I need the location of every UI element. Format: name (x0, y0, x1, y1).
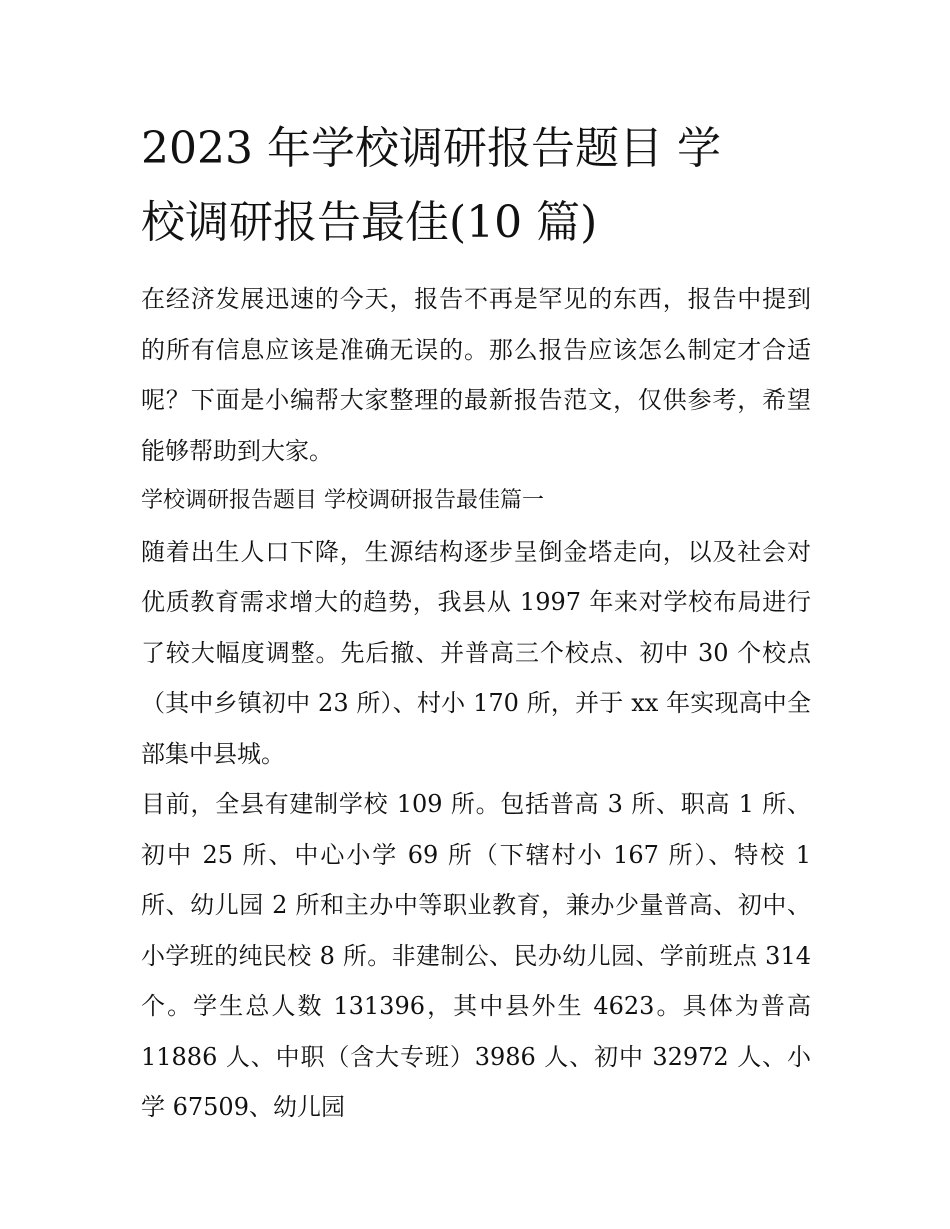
body-paragraph-2: 目前，全县有建制学校 109 所。包括普高 3 所、职高 1 所、初中 25 所、中心小学 69 所（下辖村小 167 所）、特校 1 所、幼儿园 2 所和主办中等职业教育，兼办少量普高、初中、小学班的纯民校 8 所。非建制公、民办幼儿园、学前班点 314 个。学生总人数 131396，其中县外生 4623。具体为普高 11886 人、中职（含大专班）3986 人、初中 32972 人、小学 67509、幼儿园 (141, 790, 811, 1121)
section-heading: 学校调研报告题目 学校调研报告最佳篇一 (141, 488, 544, 513)
document-title (141, 112, 811, 260)
body-paragraph-1: 随着出生人口下降，生源结构逐步呈倒金塔走向，以及社会对优质教育需求增大的趋势，我县从 1997 年来对学校布局进行了较大幅度调整。先后撤、并普高三个校点、初中 30 个校点（其中乡镇初中 23 所）、村小 170 所，并于 xx 年实现高中全部集中县城。 (141, 537, 811, 768)
title-line-1: 2023 年学校调研报告题目 学 (141, 123, 721, 174)
intro-paragraph: 在经济发展迅速的今天，报告不再是罕见的东西，报告中提到的所有信息应该是准确无误的。那么报告应该怎么制定才合适呢？下面是小编帮大家整理的最新报告范文，仅供参考，希望能够帮助到大家。 (141, 285, 811, 465)
document-body (141, 112, 811, 1133)
title-line-2: 校调研报告最佳(10 篇) (141, 197, 598, 248)
